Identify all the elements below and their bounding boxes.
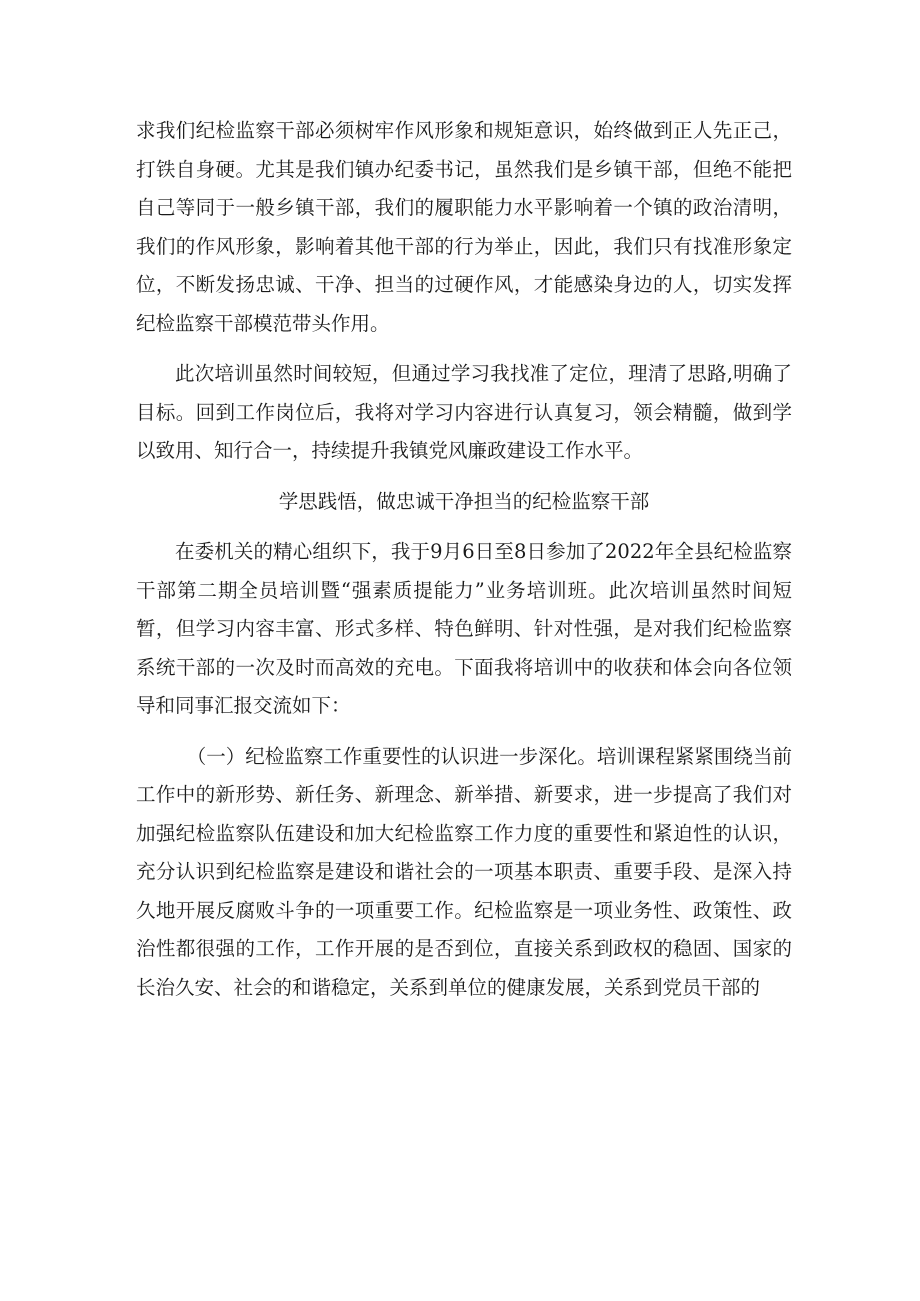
- paragraph-point-one: （一）纪检监察工作重要性的认识进一步深化。培训课程紧紧围绕当前工作中的新形势、新任务、新理念、新举措、新要求，进一步提高了我们对加强纪检监察队伍建设和加大纪检监察工作力度的重要性和紧迫性的认识，充分认识到纪检监察是建设和谐社会的一项基本职责、重要手段、是深入持久地开展反腐败斗争的一项重要工作。纪检监察是一项业务性、政策性、政治性都很强的工作，工作开展的是否到位，直接关系到政权的稳固、国家的长治久安、社会的和谐稳定，关系到单位的健康发展，关系到党员干部的: [136, 744, 792, 999]
- section-heading: 学思践悟，做忠诚干净担当的纪检监察干部: [278, 489, 650, 513]
- document-body: [136, 112, 792, 1019]
- paragraph-training-intro: 在委机关的精心组织下，我于9月6日至8日参加了2022年全县纪检监察干部第二期全员培训暨“强素质提能力”业务培训班。此次培训虽然时间短暂，但学习内容丰富、形式多样、特色鲜明、针对性强，是对我们纪检监察系统干部的一次及时而高效的充电。下面我将培训中的收获和体会向各位领导和同事汇报交流如下：: [136, 540, 792, 717]
- paragraph-training-summary: 此次培训虽然时间较短，但通过学习我找准了定位，理清了思路,明确了目标。回到工作岗位后，我将对学习内容进行认真复习，领会精髓，做到学以致用、知行合一，持续提升我镇党风廉政建设工作水平。: [136, 362, 792, 462]
- paragraph-continuation: 求我们纪检监察干部必须树牢作风形象和规矩意识，始终做到正人先正己，打铁自身硬。尤其是我们镇办纪委书记，虽然我们是乡镇干部，但绝不能把自己等同于一般乡镇干部，我们的履职能力水平影响着一个镇的政治清明，我们的作风形象，影响着其他干部的行为举止，因此，我们只有找准形象定位，不断发扬忠诚、干净、担当的过硬作风，才能感染身边的人，切实发挥纪检监察干部模范带头作用。: [136, 119, 792, 335]
